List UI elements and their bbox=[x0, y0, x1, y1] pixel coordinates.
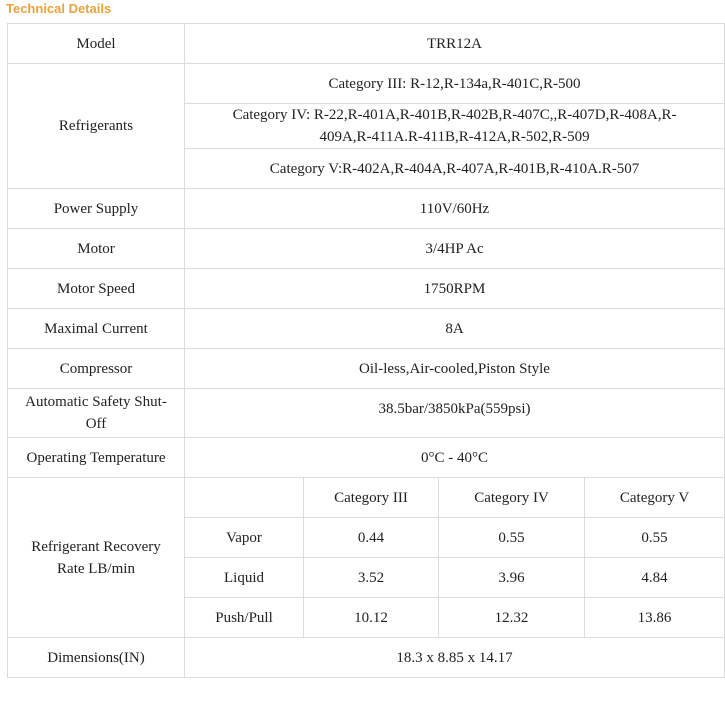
operating-temperature-label: Operating Temperature bbox=[8, 438, 185, 478]
table-row-recovery-header bbox=[8, 478, 725, 518]
push-pull-cat4: 12.32 bbox=[439, 598, 585, 638]
vapor-cat3: 0.44 bbox=[304, 518, 439, 558]
refrigerants-cat4-value: Category IV: R-22,R-401A,R-401B,R-402B,R-407C,,R-407D,R-408A,R-409A,R-411A.R-411B,R-412A,R-502,R-509 bbox=[185, 104, 725, 149]
vapor-cat4: 0.55 bbox=[439, 518, 585, 558]
compressor-value: Oil-less,Air-cooled,Piston Style bbox=[185, 349, 725, 389]
maximal-current-label: Maximal Current bbox=[8, 309, 185, 349]
dimensions-value: 18.3 x 8.85 x 14.17 bbox=[185, 638, 725, 678]
refrigerants-cat5-value: Category V:R-402A,R-404A,R-407A,R-401B,R-410A.R-507 bbox=[185, 149, 725, 189]
vapor-label: Vapor bbox=[185, 518, 304, 558]
liquid-cat4: 3.96 bbox=[439, 558, 585, 598]
recovery-col-cat5: Category V bbox=[585, 478, 725, 518]
refrigerants-cat3-value: Category III: R-12,R-134a,R-401C,R-500 bbox=[185, 64, 725, 104]
recovery-col-cat3: Category III bbox=[304, 478, 439, 518]
table-row-motor-speed bbox=[8, 269, 725, 309]
push-pull-label: Push/Pull bbox=[185, 598, 304, 638]
safety-shutoff-label: Automatic Safety Shut-Off bbox=[8, 389, 185, 438]
table-row-refrigerants-cat3 bbox=[8, 64, 725, 104]
vapor-cat5: 0.55 bbox=[585, 518, 725, 558]
push-pull-cat5: 13.86 bbox=[585, 598, 725, 638]
motor-speed-label: Motor Speed bbox=[8, 269, 185, 309]
power-supply-value: 110V/60Hz bbox=[185, 189, 725, 229]
push-pull-cat3: 10.12 bbox=[304, 598, 439, 638]
safety-shutoff-value: 38.5bar/3850kPa(559psi) bbox=[185, 389, 725, 438]
liquid-cat5: 4.84 bbox=[585, 558, 725, 598]
technical-details-table bbox=[7, 23, 725, 678]
motor-label: Motor bbox=[8, 229, 185, 269]
motor-value: 3/4HP Ac bbox=[185, 229, 725, 269]
operating-temperature-value: 0°C - 40°C bbox=[185, 438, 725, 478]
table-row-compressor bbox=[8, 349, 725, 389]
refrigerants-label: Refrigerants bbox=[8, 64, 185, 189]
recovery-col-cat4: Category IV bbox=[439, 478, 585, 518]
liquid-label: Liquid bbox=[185, 558, 304, 598]
table-row-power-supply bbox=[8, 189, 725, 229]
table-row-dimensions bbox=[8, 638, 725, 678]
model-value: TRR12A bbox=[185, 24, 725, 64]
dimensions-label: Dimensions(IN) bbox=[8, 638, 185, 678]
maximal-current-value: 8A bbox=[185, 309, 725, 349]
recovery-header-blank bbox=[185, 478, 304, 518]
table-row-model bbox=[8, 24, 725, 64]
table-row-operating-temperature bbox=[8, 438, 725, 478]
table-row-safety-shutoff bbox=[8, 389, 725, 438]
table-row-maximal-current bbox=[8, 309, 725, 349]
section-heading: Technical Details bbox=[6, 1, 112, 16]
table-row-motor bbox=[8, 229, 725, 269]
model-label: Model bbox=[8, 24, 185, 64]
power-supply-label: Power Supply bbox=[8, 189, 185, 229]
compressor-label: Compressor bbox=[8, 349, 185, 389]
motor-speed-value: 1750RPM bbox=[185, 269, 725, 309]
recovery-rate-label: Refrigerant Recovery Rate LB/min bbox=[8, 478, 185, 638]
liquid-cat3: 3.52 bbox=[304, 558, 439, 598]
